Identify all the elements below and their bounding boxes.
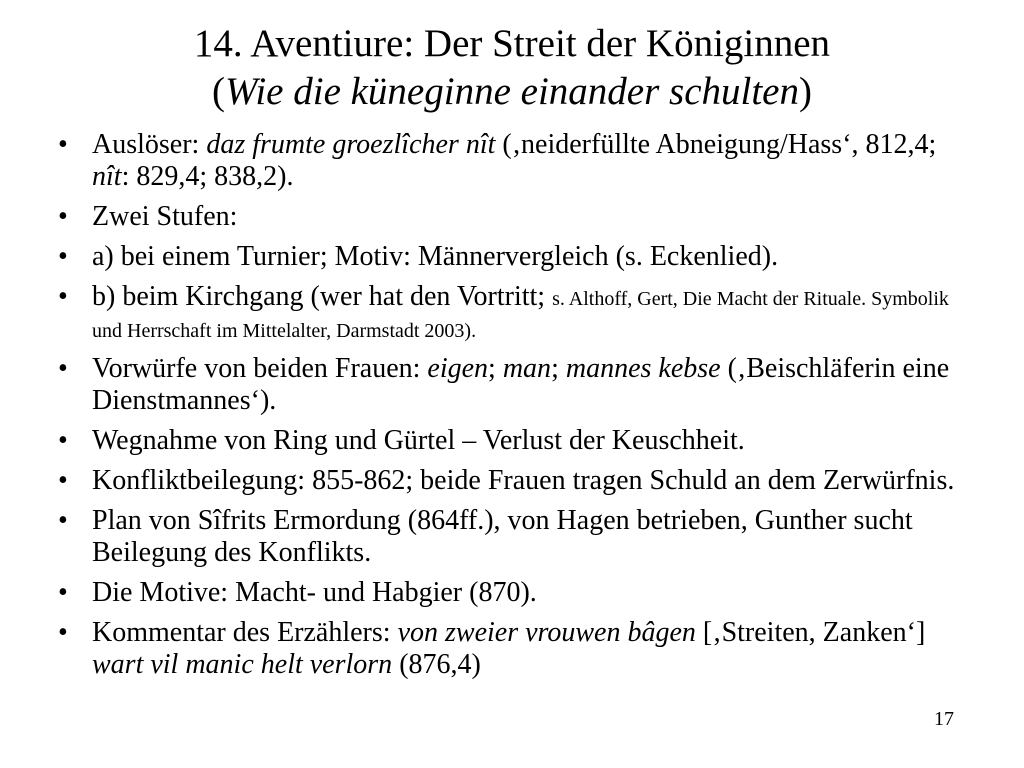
bullet-text: ; (551, 353, 566, 384)
bullet-item (58, 577, 958, 609)
bullet-text: Plan von Sîfrits Ermordung (864ff.), von Hagen betrieben, Gunther sucht Beilegung des Konflikts. (92, 505, 913, 568)
bullet-item (58, 425, 958, 457)
italic-quote: von zweier vrouwen bâgen (397, 617, 696, 648)
bullet-text: a) bei einem Turnier; Motiv: Männervergleich (s. Eckenlied). (92, 241, 779, 272)
bullet-list (58, 129, 958, 689)
bullet-text: Zwei Stufen: (92, 201, 238, 232)
bullet-text: Auslöser: (92, 129, 207, 160)
bullet-text: Die Motive: Macht- und Habgier (870). (92, 577, 537, 608)
citation-text: s. Althoff, Gert, Die Macht der Rituale. Symbolik und Herrschaft im Mittelalter, Darmstadt 2003). (92, 288, 949, 342)
bullet-item (58, 505, 958, 569)
title-paren-open: ( (212, 70, 225, 113)
title-line-1: 14. Aventiure: Der Streit der Königinnen (193, 22, 831, 65)
bullet-text: Konfliktbeilegung: 855-862; beide Frauen tragen Schuld an dem Zerwürfnis. (92, 465, 955, 496)
bullet-item (58, 465, 958, 497)
bullet-text: ; (488, 353, 503, 384)
title-line-2 (0, 68, 1024, 116)
bullet-item (58, 201, 958, 233)
italic-quote: wart vil manic helt verlorn (92, 649, 393, 680)
italic-quote: nît (92, 161, 122, 192)
bullet-text: Kommentar des Erzählers: (92, 617, 398, 648)
title-paren-close: ) (799, 70, 812, 113)
bullet-item (58, 129, 958, 193)
bullet-text: [‚Streiten, Zanken‘] (695, 617, 926, 648)
italic-quote: eigen (427, 353, 489, 384)
bullet-text: (‚Beischläferin eine Dienstmannes‘). (92, 353, 950, 416)
bullet-item (58, 241, 958, 273)
bullet-text: (876,4) (392, 649, 481, 680)
title-italic-text: Wie die küneginne einander schulten (225, 70, 799, 113)
bullet-text: Wegnahme von Ring und Gürtel – Verlust der Keuschheit. (92, 425, 745, 456)
italic-quote: mannes kebse (565, 353, 721, 384)
bullet-item (58, 281, 958, 345)
page-number: 17 (934, 708, 954, 730)
italic-quote: daz frumte groezlîcher nît (206, 129, 496, 160)
bullet-text: Vorwürfe von beiden Frauen: (92, 353, 428, 384)
bullet-item (58, 353, 958, 417)
bullet-text: b) beim Kirchgang (wer hat den Vortritt; (92, 281, 553, 312)
slide-title (0, 20, 1024, 116)
bullet-text: : 829,4; 838,2). (121, 161, 294, 192)
bullet-text: (‚neiderfüllte Abneigung/Hass‘, 812,4; (495, 129, 937, 160)
bullet-item (58, 617, 958, 681)
italic-quote: man (502, 353, 552, 384)
